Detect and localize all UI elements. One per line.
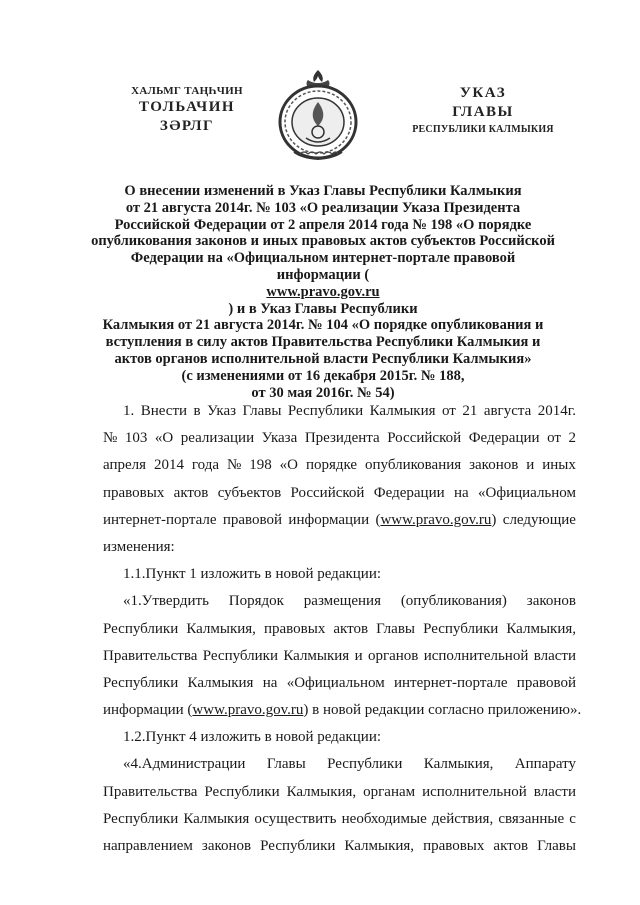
body-line: Республики Калмыкия, правовых актов Главы Республики Калмыкия, — [103, 620, 576, 637]
title-line: О внесении изменений в Указ Главы Республики Калмыкия — [124, 183, 522, 199]
decree-title — [84, 183, 562, 401]
title-line: Российской Федерации от 2 апреля 2014 года № 198 «О порядке — [114, 216, 532, 233]
pravo-link[interactable]: www.pravo.gov.ru — [192, 702, 304, 719]
body-line: правовых актов субъектов Российской Федерации на «Официальном — [103, 484, 576, 501]
title-line: от 21 августа 2014г. № 103 «О реализации Указа Президента — [125, 199, 521, 216]
body-line: Правительства Республики Калмыкия, органам исполнительной власти — [103, 783, 576, 800]
body-line: Республики Калмыкия на «Официальном интернет-портале правовой — [103, 674, 576, 691]
header-kalmyk-line-2: ТОЛЬАЧИН — [138, 99, 236, 115]
title-line: (с изменениями от 16 декабря 2015г. № 188, — [181, 367, 465, 384]
body-line: Республики Калмыкия осуществить необходимые действия, связанные с — [103, 810, 576, 827]
body-line: апреля 2014 года № 198 «О порядке опубликования законов и иных — [103, 457, 576, 474]
body-line: 1.1.Пункт 1 изложить в новой редакции: — [123, 566, 382, 583]
title-line: Калмыкия от 21 августа 2014г. № 104 «О порядке опубликования и — [102, 317, 544, 334]
title-line: от 30 мая 2016г. № 54) — [251, 384, 395, 401]
decree-body — [103, 398, 582, 860]
title-line: вступления в силу актов Правительства Республики Калмыкия и — [105, 334, 541, 351]
title-line: информации ( www.pravo.gov.ru ) и в Указ Главы Республики — [84, 267, 562, 317]
body-line: «1.Утвердить Порядок размещения (опубликования) законов — [123, 593, 576, 610]
body-line: изменения: — [103, 538, 175, 555]
pravo-link[interactable]: www.pravo.gov.ru — [380, 511, 492, 528]
title-line: опубликования законов и иных правовых актов субъектов Российской — [91, 233, 555, 250]
body-line: Правительства Республики Калмыкия и органов исполнительной власти — [103, 647, 576, 664]
header-russian-line-1: УКАЗ — [459, 85, 507, 101]
body-line: «4.Администрации Главы Республики Калмыкия, Аппарату — [123, 756, 576, 773]
body-line: информации (www.pravo.gov.ru) в новой редакции согласно приложению». — [103, 702, 582, 719]
header-russian-line-2: ГЛАВЫ — [452, 104, 514, 120]
pravo-link[interactable]: www.pravo.gov.ru — [266, 283, 380, 300]
header-russian-line-3: РЕСПУБЛИКИ КАЛМЫКИЯ — [412, 124, 554, 135]
header-kalmyk-line-1: ХАЛЬМГ ТАҢҺЧИН — [131, 85, 243, 97]
body-line: интернет-портале правовой информации (www.pravo.gov.ru) следующие — [103, 511, 576, 528]
title-line: Федерации на «Официальном интернет-портале правовой — [130, 250, 516, 267]
body-line: направлением законов Республики Калмыкия, правовых актов Главы — [103, 838, 576, 854]
title-line: актов органов исполнительной власти Республики Калмыкия» — [114, 350, 532, 367]
header-kalmyk-line-3: ЗӘРЛГ — [159, 118, 215, 134]
body-line: 1. Внести в Указ Главы Республики Калмыкия от 21 августа 2014г. — [123, 403, 576, 419]
body-line: № 103 «О реализации Указа Президента Российской Федерации от 2 — [103, 430, 576, 447]
body-line: 1.2.Пункт 4 изложить в новой редакции: — [123, 729, 382, 746]
header-kalmyk — [112, 84, 262, 136]
header-russian — [398, 84, 568, 137]
kalmykia-emblem-icon — [272, 66, 364, 162]
